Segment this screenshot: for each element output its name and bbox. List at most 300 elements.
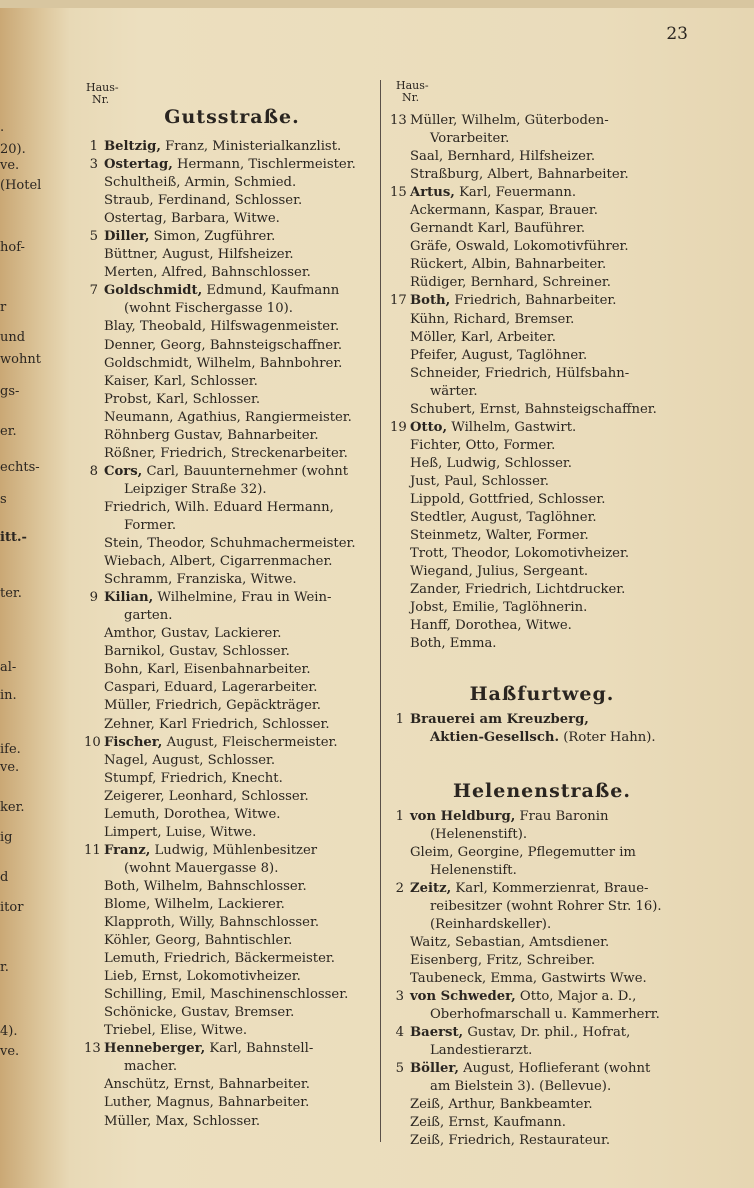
entry-line (86, 156, 378, 174)
entry-line (392, 880, 692, 898)
house-number: 1 (89, 139, 98, 154)
entry-line (86, 661, 378, 679)
entry-line (86, 914, 378, 932)
entry-line (86, 300, 378, 318)
entry-line (392, 274, 692, 292)
entry-text: Ostertag, Barbara, Witwe. (104, 211, 280, 227)
entry-line (86, 1076, 378, 1094)
entry-line (392, 952, 692, 970)
entry-text (410, 1060, 692, 1078)
entry-text: Lieb, Ernst, Lokomotivheizer. (104, 969, 301, 985)
entry-text (410, 1024, 692, 1042)
entry-text: Neumann, Agathius, Rangiermeister. (104, 409, 352, 425)
entry-rest: Karl, Kommerzienrat, Braue- (451, 880, 649, 896)
entry-line (86, 842, 378, 860)
entry-text: Kühn, Richard, Bremser. (410, 311, 575, 327)
entry-line (392, 635, 692, 653)
entry-text: Nagel, August, Schlosser. (104, 752, 276, 768)
entry-line (392, 419, 692, 437)
entry-line (86, 806, 378, 824)
entry-rest: Carl, Bauunternehmer (wohnt (142, 463, 349, 479)
entry-line (392, 473, 692, 491)
entry-line (86, 445, 378, 463)
entry-line (86, 228, 378, 246)
entry-line (392, 862, 692, 880)
entry-text: Schneider, Friedrich, Hülfsbahn- (410, 365, 630, 381)
house-number: 15 (390, 185, 407, 201)
entry-line (86, 986, 378, 1004)
entry-text (410, 292, 692, 310)
entry-text: Gleim, Georgine, Pflegemutter im (410, 844, 636, 860)
entry-text: Büttner, August, Hilfsheizer. (104, 247, 294, 263)
entry-rest: Hermann, Tischlermeister. (172, 157, 356, 173)
owner-name: Baerst, (410, 1025, 464, 1041)
entry-text: Schultheiß, Armin, Schmied. (104, 175, 297, 191)
entry-text: Taubeneck, Emma, Gastwirts Wwe. (410, 970, 647, 986)
edge-fragment: und (0, 330, 26, 345)
house-number: 5 (395, 1061, 404, 1077)
haus-label-left: Haus- Nr. (86, 81, 119, 106)
entry-text (410, 988, 692, 1006)
entry-rest: Otto, Major a. D., (515, 988, 637, 1004)
house-number: 1 (395, 808, 404, 824)
entry-line (86, 391, 378, 409)
right-column (392, 112, 692, 1150)
entry-text: Kaiser, Karl, Schlosser. (104, 373, 258, 389)
entry-rest: Franz, Ministerialkanzlist. (160, 139, 342, 154)
entry-line (392, 256, 692, 274)
entry-line (86, 752, 378, 770)
entry-line (86, 337, 378, 355)
entry-line (86, 950, 378, 968)
entry-line (392, 130, 692, 148)
house-number: 17 (390, 293, 407, 309)
entry-line (392, 916, 692, 934)
entry-line (86, 409, 378, 427)
entry-line (86, 427, 378, 445)
entry-line (86, 1022, 378, 1040)
entry-line (86, 860, 378, 878)
entry-line (86, 318, 378, 336)
owner-name: Diller, (104, 229, 150, 245)
entry-line (86, 770, 378, 788)
entry-line (392, 166, 692, 184)
entry-line (392, 1042, 692, 1060)
entry-text: garten. (124, 608, 173, 624)
edge-fragment: 4). (0, 1024, 18, 1039)
entry-text: Just, Paul, Schlosser. (410, 473, 549, 489)
entry-line (86, 1040, 378, 1058)
entry-text: (wohnt Fischergasse 10). (124, 301, 293, 317)
entry-text: Lemuth, Dorothea, Witwe. (104, 806, 281, 822)
entry-text: Blay, Theobald, Hilfswagenmeister. (104, 319, 340, 335)
entry-text (430, 729, 692, 747)
entry-line (392, 1132, 692, 1150)
entry-text: Barnikol, Gustav, Schlosser. (104, 644, 290, 660)
owner-name: Beltzig, (104, 139, 161, 154)
entry-text (410, 184, 692, 202)
entry-line (86, 1058, 378, 1076)
entry-line (86, 210, 378, 228)
entry-line (392, 1114, 692, 1132)
house-number: 7 (89, 283, 98, 299)
entry-text: Rüdiger, Bernhard, Schreiner. (410, 275, 611, 291)
entry-text: Anschütz, Ernst, Bahnarbeiter. (104, 1077, 310, 1093)
house-number: 4 (395, 1025, 404, 1041)
house-number: 3 (395, 988, 404, 1004)
entry-line (86, 174, 378, 192)
entry-text: Müller, Friedrich, Gepäckträger. (104, 698, 321, 714)
entry-rest: Gustav, Dr. phil., Hofrat, (463, 1025, 631, 1041)
entry-text (104, 463, 378, 481)
entry-line (86, 553, 378, 571)
house-number: 9 (89, 590, 98, 606)
entry-rest: Karl, Feuermann. (454, 185, 577, 201)
entry-text: am Bielstein 3). (Bellevue). (430, 1079, 612, 1095)
entry-text: Gernandt Karl, Bauführer. (410, 221, 586, 237)
owner-name: Kilian, (104, 590, 154, 606)
entry-line (86, 589, 378, 607)
entry-text: macher. (124, 1059, 178, 1075)
edge-fragment: al- (0, 660, 17, 675)
entry-line (392, 826, 692, 844)
entry-text: Blome, Wilhelm, Lackierer. (104, 896, 285, 912)
entry-rest: Simon, Zugführer. (149, 229, 276, 245)
entry-text: Zehner, Karl Friedrich, Schlosser. (104, 716, 330, 732)
entry-rest: Ludwig, Mühlenbesitzer (150, 842, 318, 858)
entry-rest: (Roter Hahn). (559, 730, 656, 746)
entry-line (392, 545, 692, 563)
entry-line (86, 517, 378, 535)
entry-text: Triebel, Elise, Witwe. (104, 1023, 248, 1039)
entry-line (86, 788, 378, 806)
entry-text: Friedrich, Wilh. Eduard Hermann, (104, 499, 334, 515)
entry-line (392, 311, 692, 329)
edge-fragment: ife. (0, 742, 21, 757)
entry-line (392, 581, 692, 599)
entry-rest: Frau Baronin (515, 808, 609, 824)
entry-line (86, 643, 378, 661)
house-number: 19 (390, 419, 407, 435)
entry-line (86, 697, 378, 715)
entry-line (86, 716, 378, 734)
entry-text: Luther, Magnus, Bahnarbeiter. (104, 1095, 310, 1111)
edge-fragment: in. (0, 688, 17, 703)
entry-text: Jobst, Emilie, Taglöhnerin. (410, 600, 588, 616)
entry-text (104, 138, 378, 156)
edge-fragment: er. (0, 424, 17, 439)
entry-line (86, 499, 378, 517)
entry-line (392, 220, 692, 238)
entry-line (86, 734, 378, 752)
entry-text: (wohnt Mauergasse 8). (124, 860, 279, 876)
entry-line (392, 112, 692, 130)
entry-line (392, 148, 692, 166)
edge-fragment: ve. (0, 158, 20, 173)
entry-text: Helenenstift. (430, 862, 517, 878)
entry-text: Waitz, Sebastian, Amtsdiener. (410, 934, 610, 950)
entry-text: Both, Emma. (410, 636, 497, 652)
entry-line (392, 970, 692, 988)
owner-name: Artus, (410, 185, 455, 201)
entry-line (392, 988, 692, 1006)
entry-line (392, 844, 692, 862)
left-column (84, 106, 378, 1131)
edge-fragment: 20). (0, 142, 26, 157)
entry-text (104, 589, 378, 607)
entry-line (86, 1113, 378, 1131)
owner-name: Brauerei am Kreuzberg, (410, 712, 589, 728)
entry-text: Lemuth, Friedrich, Bäckermeister. (104, 951, 335, 967)
owner-name: Franz, (104, 842, 151, 858)
entry-text: Schönicke, Gustav, Bremser. (104, 1005, 295, 1021)
entry-line (86, 571, 378, 589)
entry-line (86, 824, 378, 842)
edge-fragment: hof- (0, 240, 25, 255)
entry-text: Vorarbeiter. (430, 131, 510, 147)
entry-line (392, 455, 692, 473)
entry-text: Denner, Georg, Bahnsteigschaffner. (104, 337, 343, 353)
entry-text: Zander, Friedrich, Lichtdrucker. (410, 582, 626, 598)
entry-line (392, 1078, 692, 1096)
entry-text: (Helenenstift). (430, 826, 528, 842)
entry-text: Zeigerer, Leonhard, Schlosser. (104, 788, 309, 804)
entry-text: reibesitzer (wohnt Rohrer Str. 16). (430, 898, 662, 914)
entry-rest: Wilhelmine, Frau in Wein- (153, 590, 332, 606)
entry-line (86, 192, 378, 210)
entry-line (86, 607, 378, 625)
entry-text: Hanff, Dorothea, Witwe. (410, 618, 572, 634)
entry-text (104, 842, 378, 860)
page-number: 23 (666, 24, 688, 44)
edge-fragment: r. (0, 960, 9, 975)
entry-line (392, 509, 692, 527)
entry-line (392, 729, 692, 747)
entry-text (410, 419, 692, 437)
entry-text: Eisenberg, Fritz, Schreiber. (410, 952, 596, 968)
street-heading: Gutsstraße. (164, 106, 300, 128)
owner-name: Cors, (104, 463, 143, 479)
entry-text: Köhler, Georg, Bahntischler. (104, 933, 293, 949)
edge-fragment: ker. (0, 800, 25, 815)
owner-name: Goldschmidt, (104, 283, 203, 299)
entry-text: Straßburg, Albert, Bahnarbeiter. (410, 167, 629, 183)
edge-fragment: gs- (0, 384, 20, 399)
entry-text: Rößner, Friedrich, Streckenarbeiter. (104, 445, 348, 461)
street-heading: Haßfurtweg. (469, 683, 615, 706)
entry-text: Former. (124, 517, 177, 533)
entry-line (392, 808, 692, 826)
entry-text: Landestierarzt. (430, 1043, 533, 1059)
entry-line (392, 347, 692, 365)
edge-fragment: . (0, 120, 5, 135)
entry-text: Wiegand, Julius, Sergeant. (410, 564, 589, 580)
entry-line (86, 1094, 378, 1112)
entry-line (392, 491, 692, 509)
entry-line (86, 246, 378, 264)
entry-line (392, 401, 692, 419)
entry-line (392, 184, 692, 202)
entry-text: Amthor, Gustav, Lackierer. (104, 626, 282, 642)
entry-text: Both, Wilhelm, Bahnschlosser. (104, 878, 307, 894)
entry-text (410, 880, 692, 898)
entry-text: Schilling, Emil, Maschinenschlosser. (104, 987, 349, 1003)
entry-line (392, 563, 692, 581)
house-number: 13 (84, 1041, 101, 1057)
edge-fragment: d (0, 870, 9, 885)
house-number: 13 (390, 113, 407, 128)
house-number: 3 (89, 157, 98, 173)
entry-text: Steinmetz, Walter, Former. (410, 528, 589, 544)
entry-line (86, 264, 378, 282)
entry-line (392, 365, 692, 383)
entry-text: Ackermann, Kaspar, Brauer. (410, 203, 598, 219)
edge-fragment: r (0, 300, 7, 315)
entry-line (392, 202, 692, 220)
entry-text: Pfeifer, August, Taglöhner. (410, 347, 588, 363)
edge-fragment: ve. (0, 1044, 20, 1059)
entry-text: Röhnberg Gustav, Bahnarbeiter. (104, 427, 319, 443)
entry-line (392, 934, 692, 952)
house-number: 1 (395, 712, 404, 728)
entry-line (392, 1060, 692, 1078)
entry-text: Klapproth, Willy, Bahnschlosser. (104, 915, 320, 931)
entry-line (392, 437, 692, 455)
entry-text (410, 711, 692, 729)
entry-text (104, 156, 378, 174)
house-number: 5 (89, 229, 98, 245)
entry-line (86, 1004, 378, 1022)
entry-text: Gräfe, Oswald, Lokomotivführer. (410, 239, 629, 255)
entry-text: Oberhofmarschall u. Kammerherr. (430, 1007, 660, 1023)
entry-text (104, 1040, 378, 1058)
entry-line (86, 679, 378, 697)
entry-line (86, 625, 378, 643)
entry-line (86, 968, 378, 986)
entry-text (104, 228, 378, 246)
entry-line (392, 898, 692, 916)
entry-text: Wiebach, Albert, Cigarrenmacher. (104, 554, 333, 570)
edge-fragment: itt.- (0, 530, 27, 545)
owner-name: Aktien-Gesellsch. (430, 730, 560, 746)
entry-text: (Reinhardskeller). (430, 916, 552, 932)
entry-text: Zeiß, Ernst, Kaufmann. (410, 1115, 566, 1131)
edge-fragment: ter. (0, 586, 22, 601)
owner-name: Otto, (410, 419, 448, 435)
entry-line (86, 138, 378, 156)
entry-text: Limpert, Luise, Witwe. (104, 824, 257, 840)
house-number: 8 (89, 463, 98, 479)
entry-text: Bohn, Karl, Eisenbahnarbeiter. (104, 662, 311, 678)
previous-page-edge (0, 0, 62, 1188)
column-divider (380, 80, 381, 1142)
edge-fragment: ig (0, 830, 13, 845)
owner-name: Böller, (410, 1061, 459, 1077)
entry-text: Zeiß, Arthur, Bankbeamter. (410, 1097, 593, 1113)
entry-text: Möller, Karl, Arbeiter. (410, 329, 556, 345)
top-shade (0, 0, 754, 8)
edge-fragment: (Hotel (0, 178, 42, 193)
entry-line (392, 1024, 692, 1042)
entry-text: Trott, Theodor, Lokomotivheizer. (410, 546, 630, 562)
entry-line (86, 355, 378, 373)
haus-label-right: Haus- Nr. (396, 79, 429, 104)
house-number: 11 (84, 842, 101, 858)
entry-line (86, 282, 378, 300)
entry-line (86, 932, 378, 950)
entry-text (410, 808, 692, 826)
entry-line (392, 329, 692, 347)
entry-line (86, 878, 378, 896)
entry-line (86, 463, 378, 481)
house-number: 10 (84, 734, 101, 750)
owner-name: von Schweder, (410, 988, 516, 1004)
entry-text: Müller, Max, Schlosser. (104, 1113, 261, 1129)
edge-fragment: wohnt (0, 352, 41, 367)
entry-text: Stedtler, August, Taglöhner. (410, 510, 597, 526)
entry-line (392, 711, 692, 729)
entry-text: Lippold, Gottfried, Schlosser. (410, 491, 606, 507)
entry-line (392, 238, 692, 256)
entry-line (86, 535, 378, 553)
entry-rest: Friedrich, Bahnarbeiter. (450, 293, 617, 309)
entry-text: Schubert, Ernst, Bahnsteigschaffner. (410, 401, 657, 417)
entry-rest: Karl, Bahnstell- (205, 1041, 314, 1057)
entry-text (104, 734, 378, 752)
owner-name: Ostertag, (104, 157, 173, 173)
edge-fragment: itor (0, 900, 24, 915)
edge-fragment: s (0, 492, 7, 507)
entry-rest: Edmund, Kaufmann (202, 283, 340, 299)
entry-text: Heß, Ludwig, Schlosser. (410, 455, 572, 471)
entry-text: Rückert, Albin, Bahnarbeiter. (410, 257, 607, 273)
entry-text: Saal, Bernhard, Hilfsheizer. (410, 149, 596, 165)
entry-text: Caspari, Eduard, Lagerarbeiter. (104, 680, 318, 696)
entry-line (392, 1096, 692, 1114)
entry-text: Schramm, Franziska, Witwe. (104, 572, 297, 588)
entry-text: Goldschmidt, Wilhelm, Bahnbohrer. (104, 355, 343, 371)
entry-line (392, 617, 692, 635)
entry-line (86, 373, 378, 391)
entry-text: Merten, Alfred, Bahnschlosser. (104, 265, 311, 281)
entry-text: Müller, Wilhelm, Güterboden- (410, 113, 609, 128)
entry-line (86, 481, 378, 499)
entry-line (392, 599, 692, 617)
street-heading: Helenenstraße. (453, 779, 631, 802)
owner-name: von Heldburg, (410, 808, 516, 824)
entry-text: Leipziger Straße 32). (124, 481, 267, 497)
entry-line (392, 383, 692, 401)
entry-line (392, 1006, 692, 1024)
owner-name: Fischer, (104, 734, 163, 750)
entry-text: Straub, Ferdinand, Schlosser. (104, 193, 303, 209)
entry-line (392, 292, 692, 310)
owner-name: Zeitz, (410, 880, 452, 896)
entry-line (392, 527, 692, 545)
owner-name: Henneberger, (104, 1041, 206, 1057)
entry-text: Stumpf, Friedrich, Knecht. (104, 770, 283, 786)
owner-name: Both, (410, 293, 451, 309)
edge-fragment: ve. (0, 760, 20, 775)
entry-text: Probst, Karl, Schlosser. (104, 391, 261, 407)
entry-text: wärter. (430, 383, 478, 399)
entry-line (86, 896, 378, 914)
entry-rest: Wilhelm, Gastwirt. (447, 419, 577, 435)
house-number: 2 (395, 880, 404, 896)
edge-fragment: echts- (0, 460, 40, 475)
entry-text: Stein, Theodor, Schuhmachermeister. (104, 536, 356, 552)
entry-text: Fichter, Otto, Former. (410, 437, 556, 453)
